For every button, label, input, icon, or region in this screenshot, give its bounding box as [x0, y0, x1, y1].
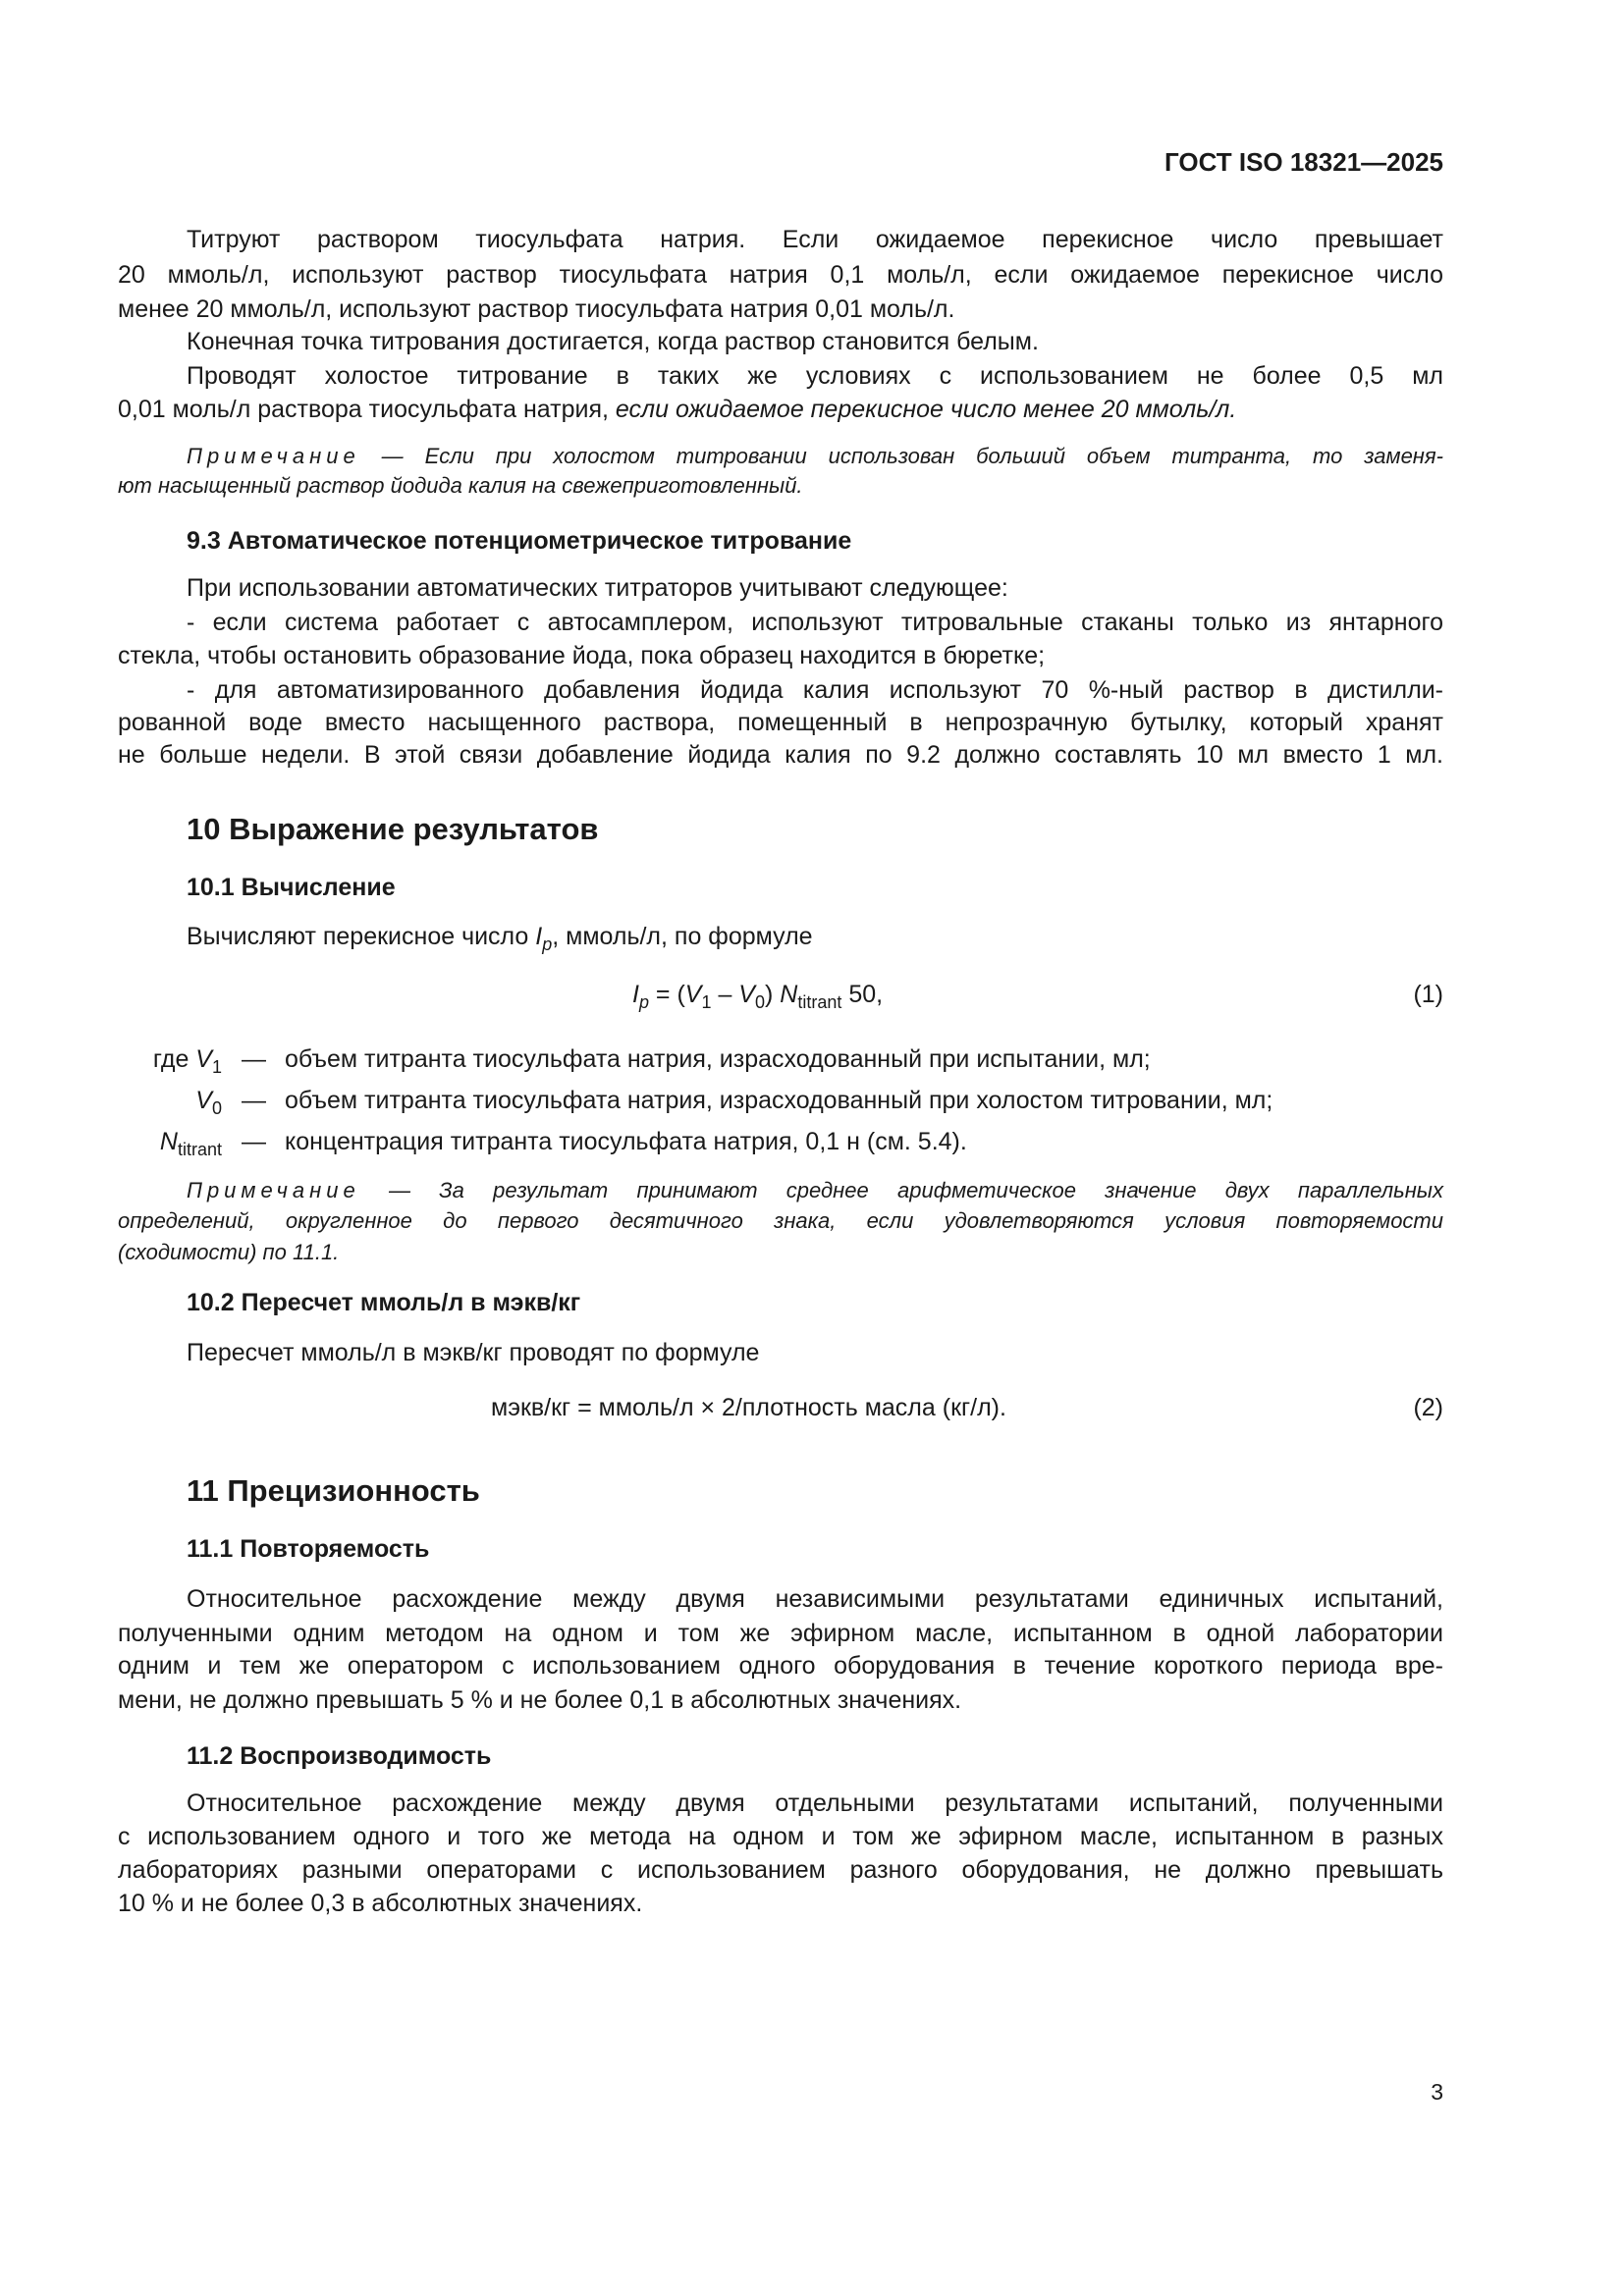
text: = ( — [648, 981, 685, 1008]
paragraph-line: лабораториях разными операторами с использованием разного оборудования, не должно превышать — [118, 1856, 1443, 1884]
text-italic: если ожидаемое перекисное число менее 20 ммоль/л. — [615, 396, 1237, 423]
section-heading-10: 10 Выражение результатов — [187, 812, 599, 846]
list-item-line: - если система работает с автосамплером, используют титровальные стаканы только из янтарного — [187, 609, 1443, 636]
where-symbol — [195, 1085, 222, 1117]
paragraph-line: При использовании автоматических титраторов учитывают следующее: — [187, 574, 1008, 602]
subscript: titrant — [177, 1140, 222, 1159]
section-heading-10-1: 10.1 Вычисление — [187, 874, 396, 901]
paragraph-line: мени, не должно превышать 5 % и не более 0,1 в абсолютных значениях. — [118, 1686, 962, 1714]
symbol: N — [159, 1128, 178, 1155]
paragraph-line: Относительное расхождение между двумя независимыми результатами единичных испытаний, — [187, 1585, 1443, 1613]
symbol: V — [195, 1045, 212, 1073]
symbol: N — [780, 981, 798, 1008]
symbol: V — [195, 1087, 212, 1114]
section-heading-11-2: 11.2 Воспроизводимость — [187, 1742, 492, 1770]
paragraph-line: менее 20 ммоль/л, используют раствор тиосульфата натрия 0,01 моль/л. — [118, 295, 955, 323]
paragraph-line: 20 ммоль/л, используют раствор тиосульфата натрия 0,1 моль/л, если ожидаемое перекисное число — [118, 261, 1443, 289]
subscript: p — [638, 992, 649, 1012]
subscript: titrant — [797, 992, 842, 1012]
note-line — [187, 1174, 1443, 1206]
equation-number: (1) — [1413, 981, 1443, 1008]
paragraph-line: Проводят холостое титрование в таких же условиях с использованием не более 0,5 мл — [187, 362, 1443, 390]
subscript: 0 — [754, 992, 765, 1012]
paragraph-line: одним и тем же оператором с использованием одного оборудования в течение короткого периода вре- — [118, 1652, 1443, 1680]
section-heading-9-3: 9.3 Автоматическое потенциометрическое титрование — [187, 527, 852, 555]
symbol: I — [632, 981, 639, 1008]
where-dash: — — [242, 1045, 266, 1073]
note-line: ют насыщенный раствор йодида калия на свежеприготовленный. — [118, 473, 803, 498]
where-definition: объем титранта тиосульфата натрия, израсходованный при испытании, мл; — [285, 1045, 1151, 1073]
symbol: V — [684, 981, 702, 1008]
text: – — [711, 981, 739, 1008]
paragraph-line: Относительное расхождение между двумя отдельными результатами испытаний, полученными — [187, 1789, 1443, 1817]
section-heading-10-2: 10.2 Пересчет ммоль/л в мэкв/кг — [187, 1289, 581, 1316]
paragraph-endpoint: Конечная точка титрования достигается, когда раствор становится белым. — [187, 328, 1039, 355]
note-label: Примечание — [187, 1178, 360, 1202]
paragraph-line: Титруют раствором тиосульфата натрия. Если ожидаемое перекисное число превышает — [187, 226, 1443, 253]
document-header: ГОСТ ISO 18321—2025 — [1164, 147, 1443, 177]
paragraph-line: полученными одним методом на одном и том же эфирном масле, испытанном в одной лаборатории — [118, 1620, 1443, 1647]
note-text: — Если при холостом титровании использован больший объем титранта, то заменя- — [381, 444, 1443, 468]
formula-2: мэкв/кг = ммоль/л × 2/плотность масла (кг/л). — [491, 1394, 1006, 1421]
subscript: p — [542, 934, 553, 954]
section-heading-11: 11 Прецизионность — [187, 1473, 480, 1508]
where-definition: концентрация титранта тиосульфата натрия, 0,1 н (см. 5.4). — [285, 1128, 967, 1155]
note-text: — За результат принимают среднее арифметическое значение двух параллельных — [388, 1178, 1443, 1202]
note-line: (сходимости) по 11.1. — [118, 1240, 340, 1264]
symbol: I — [535, 923, 543, 950]
paragraph-line: с использованием одного и того же метода на одном и том же эфирном масле, испытанном в разных — [118, 1823, 1443, 1850]
note-line: определений, округленное до первого десятичного знака, если удовлетворяются условия повторяемости — [118, 1208, 1443, 1233]
equation-number: (2) — [1413, 1394, 1443, 1421]
where-definition: объем титранта тиосульфата натрия, израсходованный при холостом титровании, мл; — [285, 1087, 1273, 1114]
subscript: 1 — [211, 1057, 222, 1077]
formula-1 — [632, 979, 883, 1011]
list-item-line: - для автоматизированного добавления йодида калия используют 70 %-ный раствор в дистилли- — [187, 676, 1443, 704]
where-symbol — [160, 1126, 222, 1158]
note-label: Примечание — [187, 444, 360, 468]
page-number: 3 — [1431, 2079, 1443, 2105]
paragraph-line: 10 % и не более 0,3 в абсолютных значениях. — [118, 1890, 643, 1917]
subscript: 0 — [211, 1098, 222, 1118]
where-symbol — [153, 1043, 222, 1076]
paragraph-line — [187, 921, 1443, 953]
text: ) — [765, 981, 781, 1008]
where-dash: — — [242, 1087, 266, 1114]
paragraph-line — [118, 394, 1443, 426]
section-heading-11-1: 11.1 Повторяемость — [187, 1535, 430, 1563]
where-dash: — — [242, 1128, 266, 1155]
list-item-line: стекла, чтобы остановить образование йода, пока образец находится в бюретке; — [118, 642, 1046, 669]
note-line — [187, 440, 1443, 472]
subscript: 1 — [701, 992, 712, 1012]
text: Вычисляют перекисное число — [187, 923, 536, 950]
text-plain: 0,01 моль/л раствора тиосульфата натрия, — [118, 396, 609, 423]
paragraph-line: Пересчет ммоль/л в мэкв/кг проводят по формуле — [187, 1339, 760, 1366]
text: , ммоль/л, по формуле — [552, 923, 813, 950]
text: 50, — [841, 981, 884, 1008]
symbol: V — [738, 981, 755, 1008]
text: где — [152, 1045, 196, 1073]
list-item-line: не больше недели. В этой связи добавление йодида калия по 9.2 должно составлять 10 мл вместо 1 мл. — [118, 741, 1443, 769]
list-item-line: рованной воде вместо насыщенного раствора, помещенный в непрозрачную бутылку, который хранят — [118, 709, 1443, 736]
